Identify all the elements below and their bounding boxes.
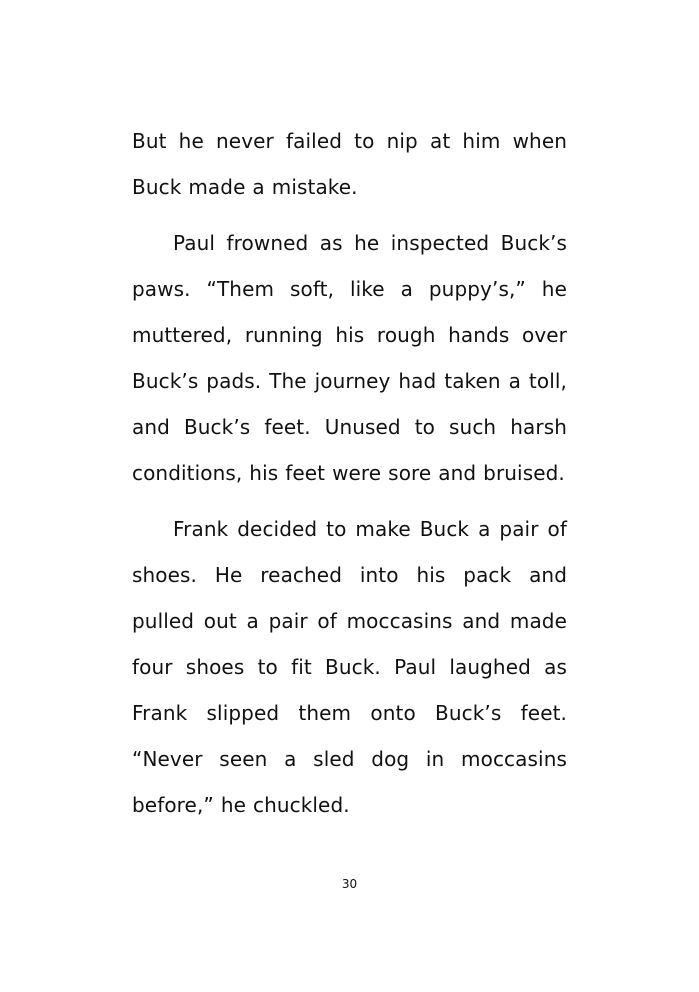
page-number: 30 [341, 877, 358, 891]
paragraph-3: Frank decided to make Buck a pair of shoes. He reached into his pack and pulled out a pair of moccasins and made four shoes to fit Buck. Paul laughed as Frank slipped them onto Buck’s feet. “Never seen a sled dog in moccasins before,” he chuckled. [132, 517, 567, 817]
body-text [132, 118, 567, 828]
paragraph-1: But he never failed to nip at him when Buck made a mistake. [132, 129, 567, 199]
paragraph-2: Paul frowned as he inspected Buck’s paws. “Them soft, like a puppy’s,” he muttered, running his rough hands over Buck’s pads. The journey had taken a toll, and Buck’s feet. Unused to such harsh conditions, his feet were sore and bruised. [132, 231, 567, 485]
